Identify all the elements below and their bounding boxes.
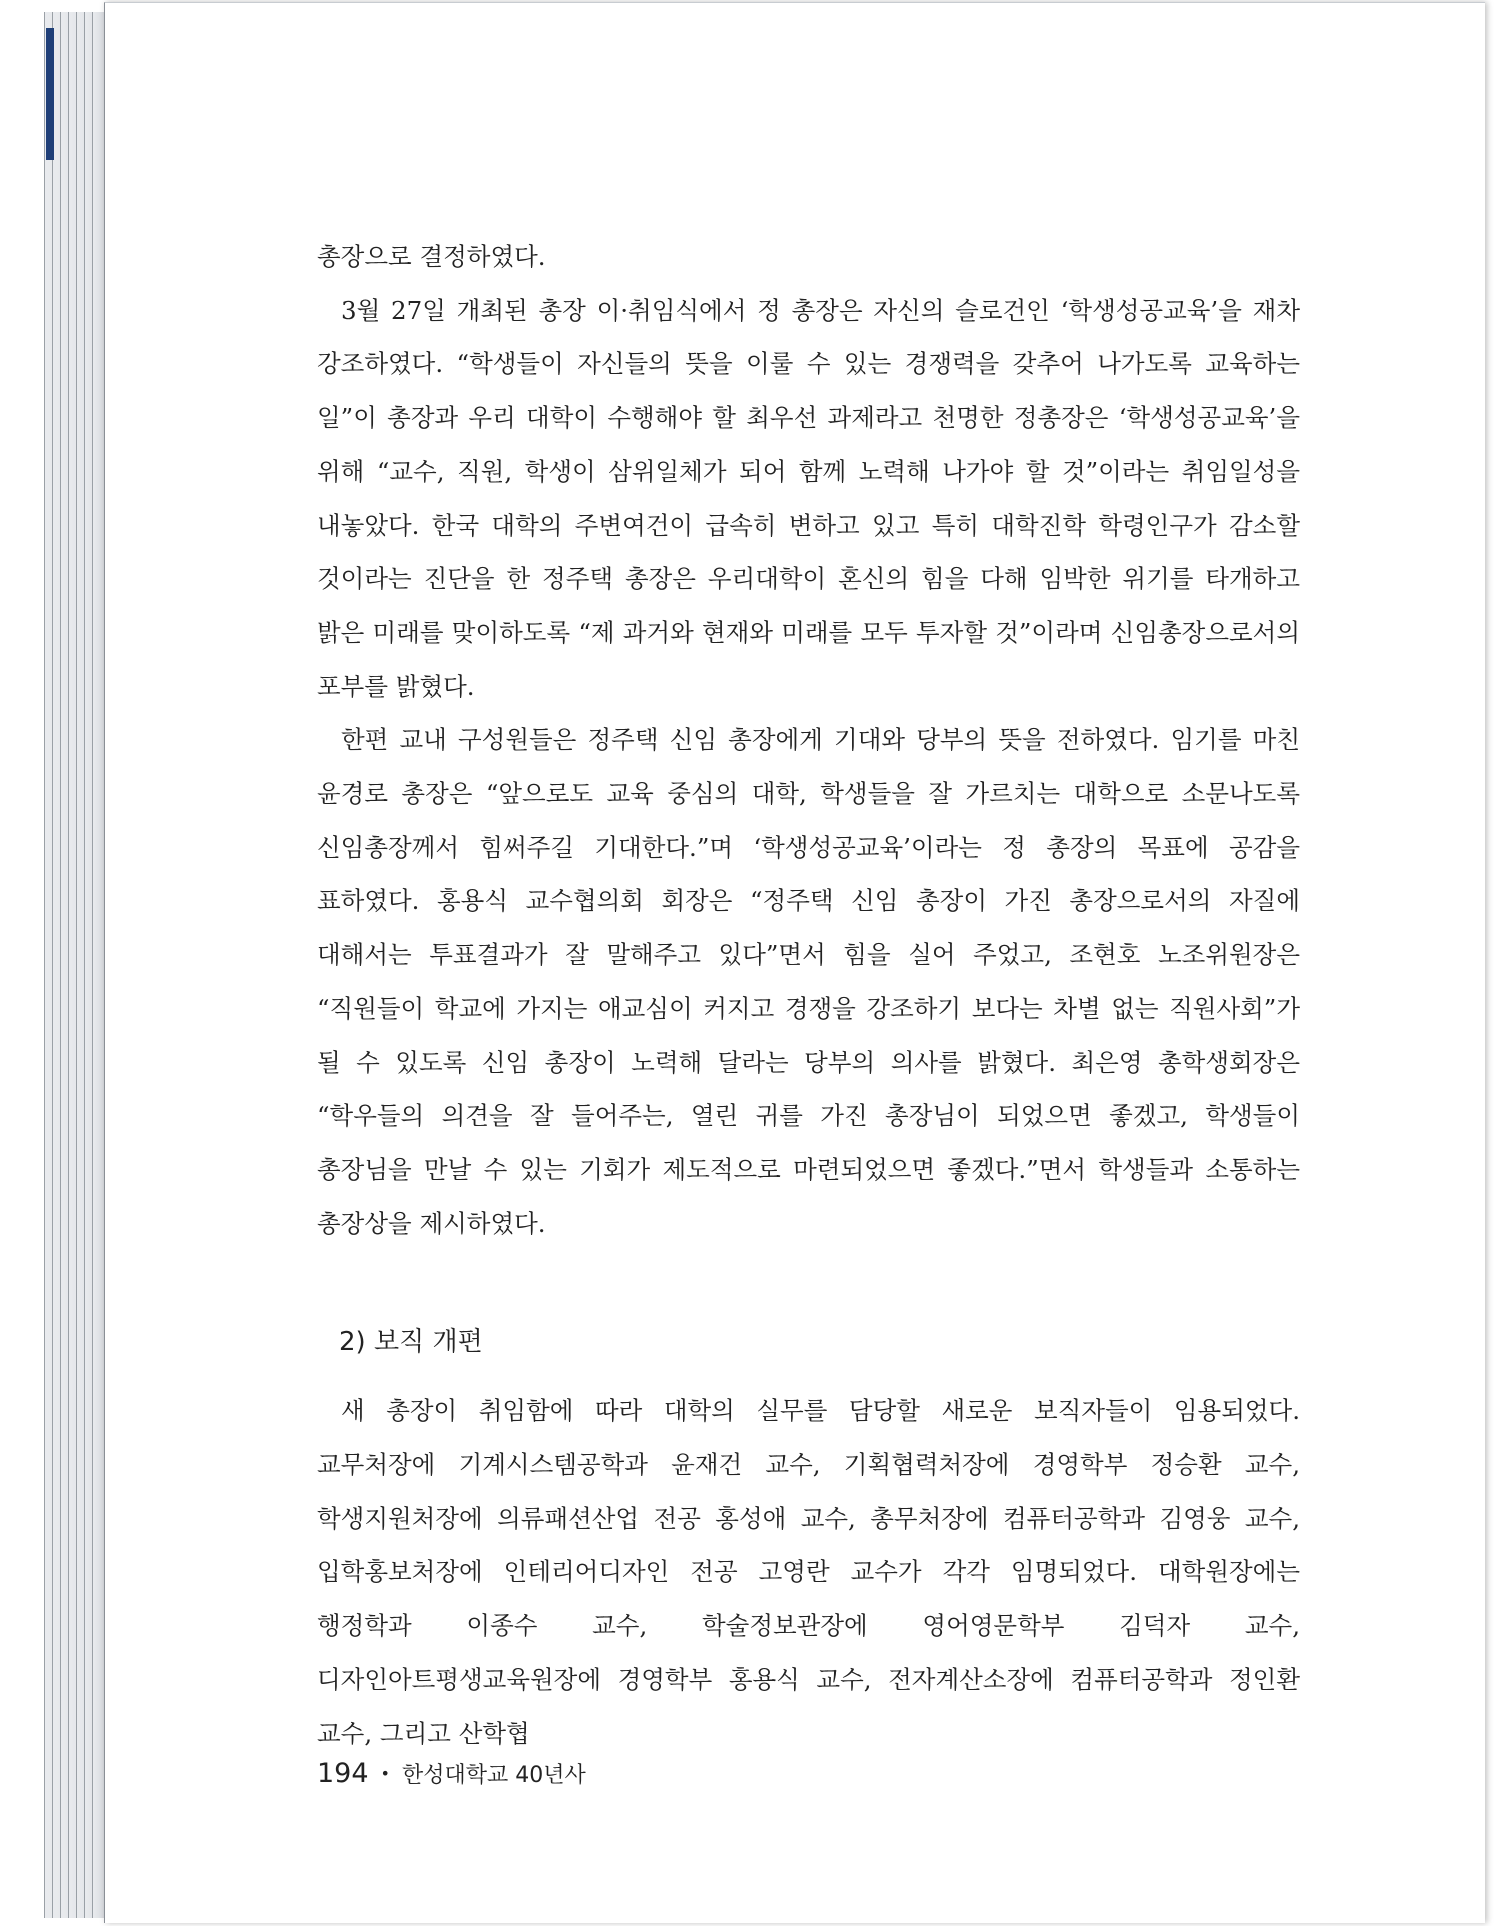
page-edges [44, 12, 106, 1918]
spine-color-mark [46, 28, 54, 160]
page-footer [317, 1758, 586, 1789]
paragraph-continued: 총장으로 결정하였다. [317, 242, 546, 271]
paragraph-inauguration: 3월 27일 개최된 총장 이·취임식에서 정 총장은 자신의 슬로건인 ‘학생성공교육’을 재차 강조하였다. “학생들이 자신들의 뜻을 이룰 수 있는 경쟁력을 갖추어 나가도록 교육하는 일”이 총장과 우리 대학이 수행해야 할 최우선 과제라고 천명한 정총장은 ‘학생성공교육’을 위해 “교수, 직원, 학생이 삼위일체가 되어 함께 노력해 나가야 할 것”이라는 취임일성을 내놓았다. 한국 대학의 주변여건이 급속히 변하고 있고 특히 대학진학 학령인구가 감소할 것이라는 진단을 한 정주택 총장은 우리대학이 혼신의 힘을 다해 임박한 위기를 타개하고 밝은 미래를 맞이하도록 “제 과거와 현재와 미래를 모두 투자할 것”이라며 신임총장으로서의 포부를 밝혔다. [317, 295, 1300, 701]
paragraph-appointments: 새 총장이 취임함에 따라 대학의 실무를 담당할 새로운 보직자들이 임용되었다. 교무처장에 기계시스템공학과 윤재건 교수, 기획협력처장에 경영학부 정승환 교수, 학생지원처장에 의류패션산업 전공 홍성애 교수, 총무처장에 컴퓨터공학과 김영웅 교수, 입학홍보처장에 인테리어디자인 전공 고영란 교수가 각각 임명되었다. 대학원장에는 행정학과 이종수 교수, 학술정보관장에 영어영문학부 김덕자 교수, 디자인아트평생교육원장에 경영학부 홍용식 교수, 전자계산소장에 컴퓨터공학과 정인환 교수, 그리고 산학협 [317, 1396, 1300, 1748]
book-title: 한성대학교 40년사 [401, 1763, 586, 1788]
page-content [317, 230, 1300, 1760]
paragraph-expectations: 한편 교내 구성원들은 정주택 신임 총장에게 기대와 당부의 뜻을 전하였다. 임기를 마친 윤경로 총장은 “앞으로도 교육 중심의 대학, 학생들을 잘 가르치는 대학으로 소문나도록 신임총장께서 힘써주길 기대한다.”며 ‘학생성공교육’이라는 정 총장의 목표에 공감을 표하였다. 홍용식 교수협의회 회장은 “정주택 신임 총장이 가진 총장으로서의 자질에 대해서는 투표결과가 잘 말해주고 있다”면서 힘을 실어 주었고, 조현호 노조위원장은 “직원들이 학교에 가지는 애교심이 커지고 경쟁을 강조하기 보다는 차별 없는 직원사회”가 될 수 있도록 신임 총장이 노력해 달라는 당부의 의사를 밝혔다. 최은영 총학생회장은 “학우들의 의견을 잘 들어주는, 열린 귀를 가진 총장님이 되었으면 좋겠고, 학생들이 총장님을 만날 수 있는 기회가 제도적으로 마련되었으면 좋겠다.”면서 학생들과 소통하는 총장상을 제시하였다. [317, 725, 1300, 1238]
page-number: 194 [317, 1758, 369, 1789]
section-title: 2) 보직 개편 [339, 1327, 483, 1358]
footer-bullet: • [380, 1764, 390, 1783]
